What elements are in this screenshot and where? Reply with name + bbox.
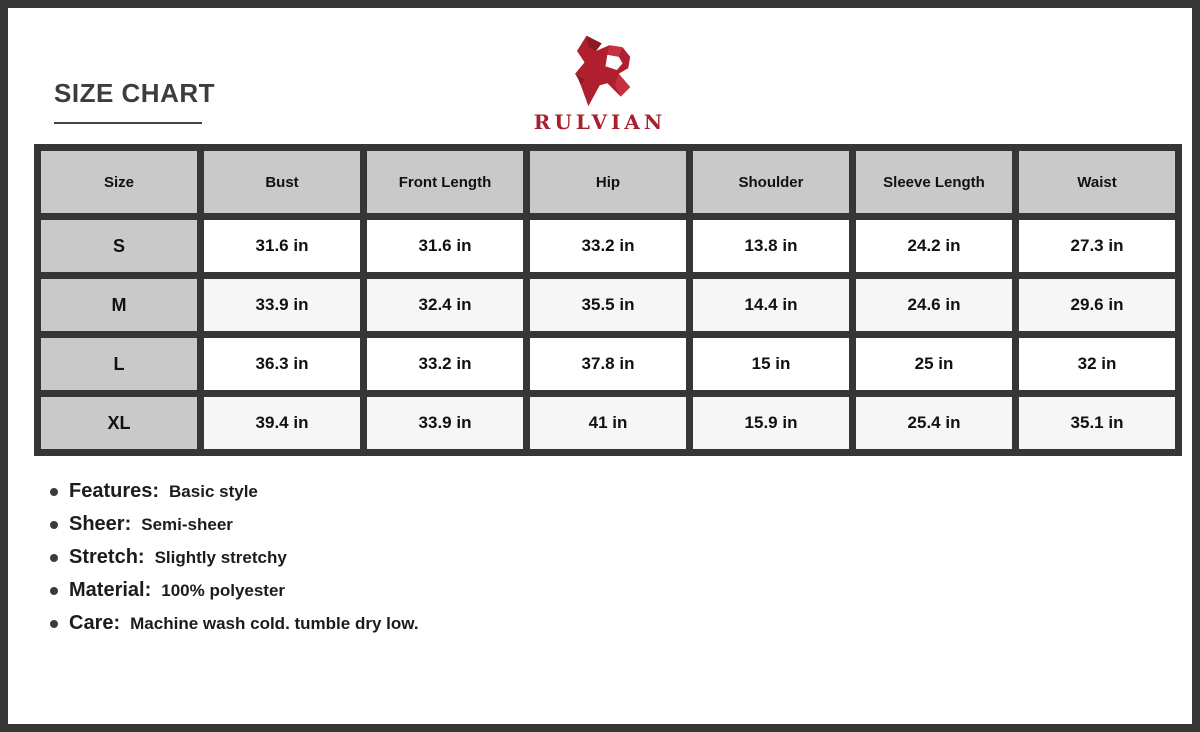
header-cell-hip: Hip [530, 151, 686, 213]
bullet-dot-icon [50, 488, 58, 496]
detail-item-care [50, 612, 419, 635]
detail-item-material [50, 579, 419, 602]
measurement-cell: 29.6 in [1019, 279, 1175, 331]
measurement-cell: 14.4 in [693, 279, 849, 331]
table-header-row [41, 151, 1175, 213]
measurement-cell: 15.9 in [693, 397, 849, 449]
detail-item-sheer [50, 513, 419, 536]
size-cell: M [41, 279, 197, 331]
rulvian-logo-icon [552, 32, 648, 108]
size-table [34, 144, 1182, 456]
detail-label: Sheer: [69, 513, 132, 535]
detail-value: Machine wash cold. tumble dry low. [130, 614, 419, 633]
detail-label: Features: [69, 480, 160, 502]
measurement-cell: 25 in [856, 338, 1012, 390]
table-row-l [41, 338, 1175, 390]
measurement-cell: 27.3 in [1019, 220, 1175, 272]
measurement-cell: 24.2 in [856, 220, 1012, 272]
measurement-cell: 25.4 in [856, 397, 1012, 449]
title-underline [54, 122, 202, 124]
measurement-cell: 32 in [1019, 338, 1175, 390]
product-details-list [50, 480, 419, 645]
detail-item-features [50, 480, 419, 503]
measurement-cell: 15 in [693, 338, 849, 390]
measurement-cell: 35.5 in [530, 279, 686, 331]
title-block [54, 78, 215, 124]
detail-label: Material: [69, 579, 152, 601]
detail-label: Stretch: [69, 546, 145, 568]
bullet-dot-icon [50, 620, 58, 628]
brand-name: RULVIAN [533, 110, 667, 134]
header-cell-sleeve-length: Sleeve Length [856, 151, 1012, 213]
detail-value: Slightly stretchy [154, 548, 287, 567]
measurement-cell: 41 in [530, 397, 686, 449]
measurement-cell: 33.9 in [367, 397, 523, 449]
measurement-cell: 13.8 in [693, 220, 849, 272]
measurement-cell: 33.9 in [204, 279, 360, 331]
detail-item-stretch [50, 546, 419, 569]
measurement-cell: 33.2 in [367, 338, 523, 390]
size-cell: XL [41, 397, 197, 449]
header-cell-size: Size [41, 151, 197, 213]
measurement-cell: 33.2 in [530, 220, 686, 272]
table-row-xl [41, 397, 1175, 449]
measurement-cell: 31.6 in [367, 220, 523, 272]
header-cell-shoulder: Shoulder [693, 151, 849, 213]
brand-block [534, 32, 666, 134]
detail-value: 100% polyester [161, 581, 286, 600]
detail-value: Basic style [169, 482, 258, 501]
page-title: SIZE CHART [54, 78, 215, 108]
size-cell: S [41, 220, 197, 272]
bullet-dot-icon [50, 587, 58, 595]
header-cell-front-length: Front Length [367, 151, 523, 213]
header-cell-waist: Waist [1019, 151, 1175, 213]
measurement-cell: 36.3 in [204, 338, 360, 390]
measurement-cell: 32.4 in [367, 279, 523, 331]
detail-value: Semi-sheer [141, 515, 233, 534]
measurement-cell: 35.1 in [1019, 397, 1175, 449]
bullet-dot-icon [50, 521, 58, 529]
table-row-s [41, 220, 1175, 272]
detail-label: Care: [69, 612, 121, 634]
header-cell-bust: Bust [204, 151, 360, 213]
measurement-cell: 39.4 in [204, 397, 360, 449]
size-cell: L [41, 338, 197, 390]
table-row-m [41, 279, 1175, 331]
bullet-dot-icon [50, 554, 58, 562]
measurement-cell: 31.6 in [204, 220, 360, 272]
measurement-cell: 37.8 in [530, 338, 686, 390]
measurement-cell: 24.6 in [856, 279, 1012, 331]
